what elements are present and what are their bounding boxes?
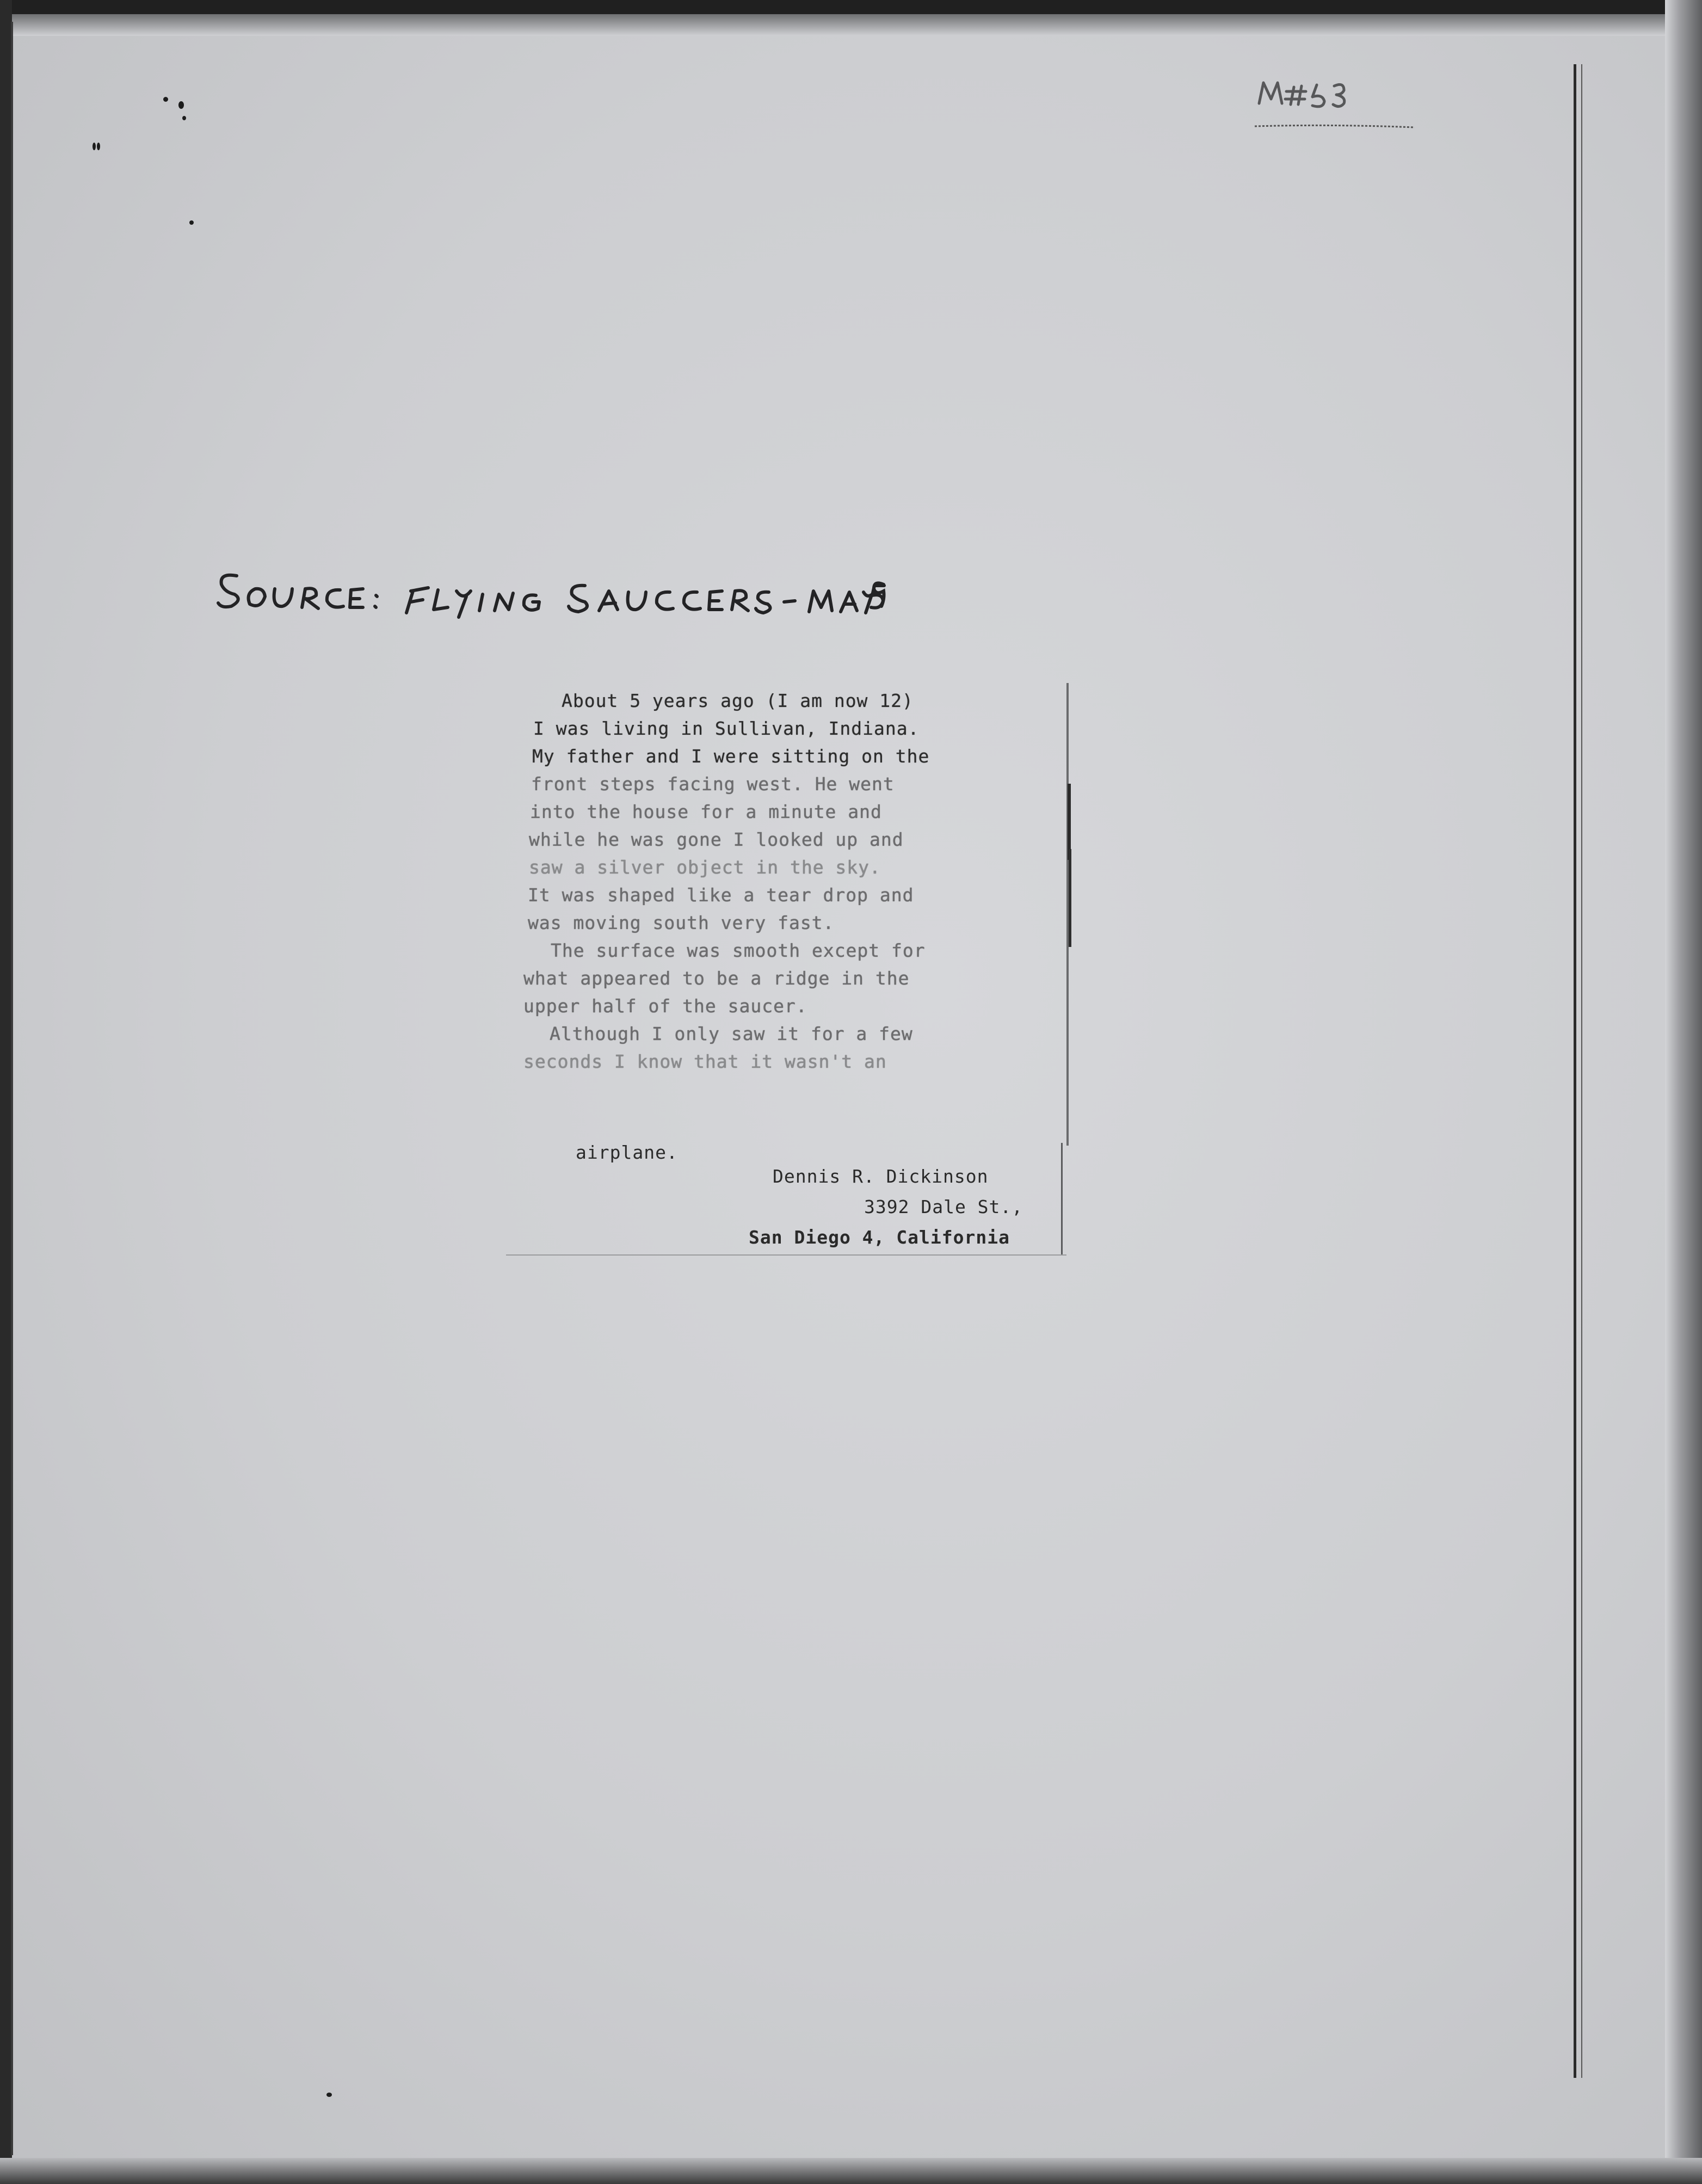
- clipping-line: I was living in Sullivan, Indiana.: [533, 718, 920, 739]
- clipping-line: seconds I know that it wasn't an: [523, 1051, 887, 1072]
- clipping-line: was moving south very fast.: [528, 912, 835, 933]
- clipping-mark: [1069, 849, 1071, 947]
- clipping-line: Although I only saw it for a few: [550, 1023, 913, 1044]
- signature-city: San Diego 4, California: [749, 1227, 1010, 1248]
- clipping-line: saw a silver object in the sky.: [529, 857, 881, 878]
- scan-edge-top: [0, 0, 1702, 14]
- clipping-line: what appeared to be a ridge in the: [523, 968, 910, 989]
- clipping-line: into the house for a minute and: [530, 801, 882, 822]
- page-border-right-inner: [1581, 64, 1582, 2078]
- clipping-last-line: airplane.: [576, 1142, 678, 1163]
- clipping-line: while he was gone I looked up and: [529, 829, 904, 850]
- scan-edge-left: [0, 0, 12, 2184]
- scan-shadow-top: [0, 14, 1702, 36]
- clipping-line: The surface was smooth except for: [551, 940, 926, 961]
- clipping-line: upper half of the saucer.: [523, 995, 807, 1017]
- clipping-line: It was shaped like a tear drop and: [528, 884, 914, 906]
- signature-name: Dennis R. Dickinson: [773, 1166, 989, 1187]
- scan-edge-right: [1665, 0, 1702, 2184]
- signature-street: 3392 Dale St.,: [864, 1196, 1023, 1217]
- clipping-line: front steps facing west. He went: [531, 773, 895, 795]
- page-border-right: [1574, 64, 1576, 2078]
- clipping-letter-text: [523, 687, 1002, 1075]
- clipping-line: About 5 years ago (I am now 12): [562, 690, 914, 711]
- handwritten-source-annotation: [215, 561, 890, 620]
- clipping-edge-right-lower: [1061, 1143, 1063, 1254]
- scan-edge-bottom: [0, 2158, 1702, 2184]
- handwritten-corner-annotation: [1251, 71, 1415, 136]
- clipping-edge-bottom: [506, 1254, 1066, 1256]
- clipping-mark: [1068, 784, 1071, 860]
- source-annotation-nine: [869, 577, 889, 610]
- clipping-line: My father and I were sitting on the: [532, 746, 930, 767]
- page-border-left: [11, 22, 13, 2155]
